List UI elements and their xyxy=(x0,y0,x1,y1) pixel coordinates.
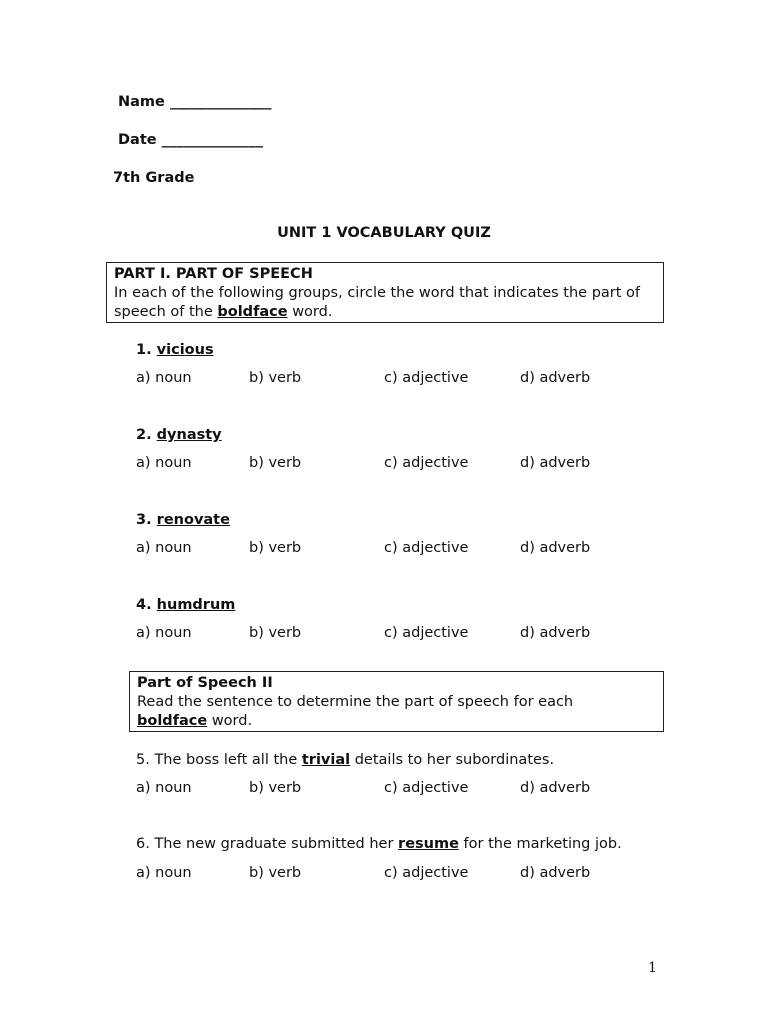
option-noun[interactable]: a) noun xyxy=(136,625,192,641)
option-adverb[interactable]: d) adverb xyxy=(520,455,591,471)
part1-instr-end: word. xyxy=(292,304,333,320)
option-adverb[interactable]: d) adverb xyxy=(520,540,591,556)
option-adverb[interactable]: d) adverb xyxy=(520,865,591,881)
name-blank: ______________ xyxy=(169,94,272,110)
question-6-options xyxy=(136,865,656,885)
option-noun[interactable]: a) noun xyxy=(136,865,192,881)
question-1 xyxy=(136,342,214,358)
option-adverb[interactable]: d) adverb xyxy=(520,370,591,386)
option-verb[interactable]: b) verb xyxy=(249,625,302,641)
part2-instr-text: Read the sentence to determine the part of speech for each xyxy=(137,694,574,710)
sentence-text-end: details to her subordinates. xyxy=(354,752,555,768)
date-field xyxy=(118,132,263,148)
option-adverb[interactable]: d) adverb xyxy=(520,625,591,641)
option-noun[interactable]: a) noun xyxy=(136,370,192,386)
option-noun[interactable]: a) noun xyxy=(136,455,192,471)
sentence-boldface-word: trivial xyxy=(301,752,351,768)
option-verb[interactable]: b) verb xyxy=(249,865,302,881)
sentence-boldface-word: resume xyxy=(398,836,459,852)
name-field xyxy=(118,94,271,110)
option-noun[interactable]: a) noun xyxy=(136,780,192,796)
option-verb[interactable]: b) verb xyxy=(249,780,302,796)
option-verb[interactable]: b) verb xyxy=(249,370,302,386)
question-word: renovate xyxy=(156,512,230,528)
question-5 xyxy=(136,752,554,768)
question-3-options xyxy=(136,540,656,560)
part1-instructions-box xyxy=(106,262,664,323)
page-number: 1 xyxy=(648,960,657,976)
option-adjective[interactable]: c) adjective xyxy=(384,625,469,641)
question-number: 2. xyxy=(136,427,152,443)
sentence-text: 5. The boss left all the xyxy=(136,752,298,768)
part2-instructions-box xyxy=(129,671,664,732)
question-number: 3. xyxy=(136,512,152,528)
question-number: 4. xyxy=(136,597,152,613)
option-adjective[interactable]: c) adjective xyxy=(384,370,469,386)
question-3 xyxy=(136,512,230,528)
part1-instructions xyxy=(114,284,656,322)
part1-heading: PART I. PART OF SPEECH xyxy=(114,266,313,282)
option-adverb[interactable]: d) adverb xyxy=(520,780,591,796)
part2-instructions xyxy=(137,693,656,731)
option-adjective[interactable]: c) adjective xyxy=(384,780,469,796)
date-label: Date xyxy=(118,132,157,148)
option-adjective[interactable]: c) adjective xyxy=(384,455,469,471)
option-adjective[interactable]: c) adjective xyxy=(384,865,469,881)
name-label: Name xyxy=(118,94,165,110)
question-word: dynasty xyxy=(156,427,222,443)
question-6 xyxy=(136,836,622,852)
part2-instr-end: word. xyxy=(211,713,253,729)
option-verb[interactable]: b) verb xyxy=(249,540,302,556)
question-2 xyxy=(136,427,222,443)
question-4-options xyxy=(136,625,656,645)
option-verb[interactable]: b) verb xyxy=(249,455,302,471)
part2-boldface-word: boldface xyxy=(137,713,208,729)
question-5-options xyxy=(136,780,656,800)
option-noun[interactable]: a) noun xyxy=(136,540,192,556)
sentence-text: 6. The new graduate submitted her xyxy=(136,836,394,852)
sentence-text-end: for the marketing job. xyxy=(463,836,622,852)
grade-label: 7th Grade xyxy=(113,170,195,186)
question-word: vicious xyxy=(156,342,214,358)
part1-instr-text: In each of the following groups, circle the word that indicates the part of speech of the xyxy=(114,285,641,320)
question-1-options xyxy=(136,370,656,390)
question-word: humdrum xyxy=(156,597,236,613)
option-adjective[interactable]: c) adjective xyxy=(384,540,469,556)
question-2-options xyxy=(136,455,656,475)
part1-boldface-word: boldface xyxy=(217,304,288,320)
quiz-title: UNIT 1 VOCABULARY QUIZ xyxy=(277,225,491,241)
question-4 xyxy=(136,597,235,613)
question-number: 1. xyxy=(136,342,152,358)
part2-heading: Part of Speech II xyxy=(137,675,273,691)
date-blank: ______________ xyxy=(161,132,264,148)
